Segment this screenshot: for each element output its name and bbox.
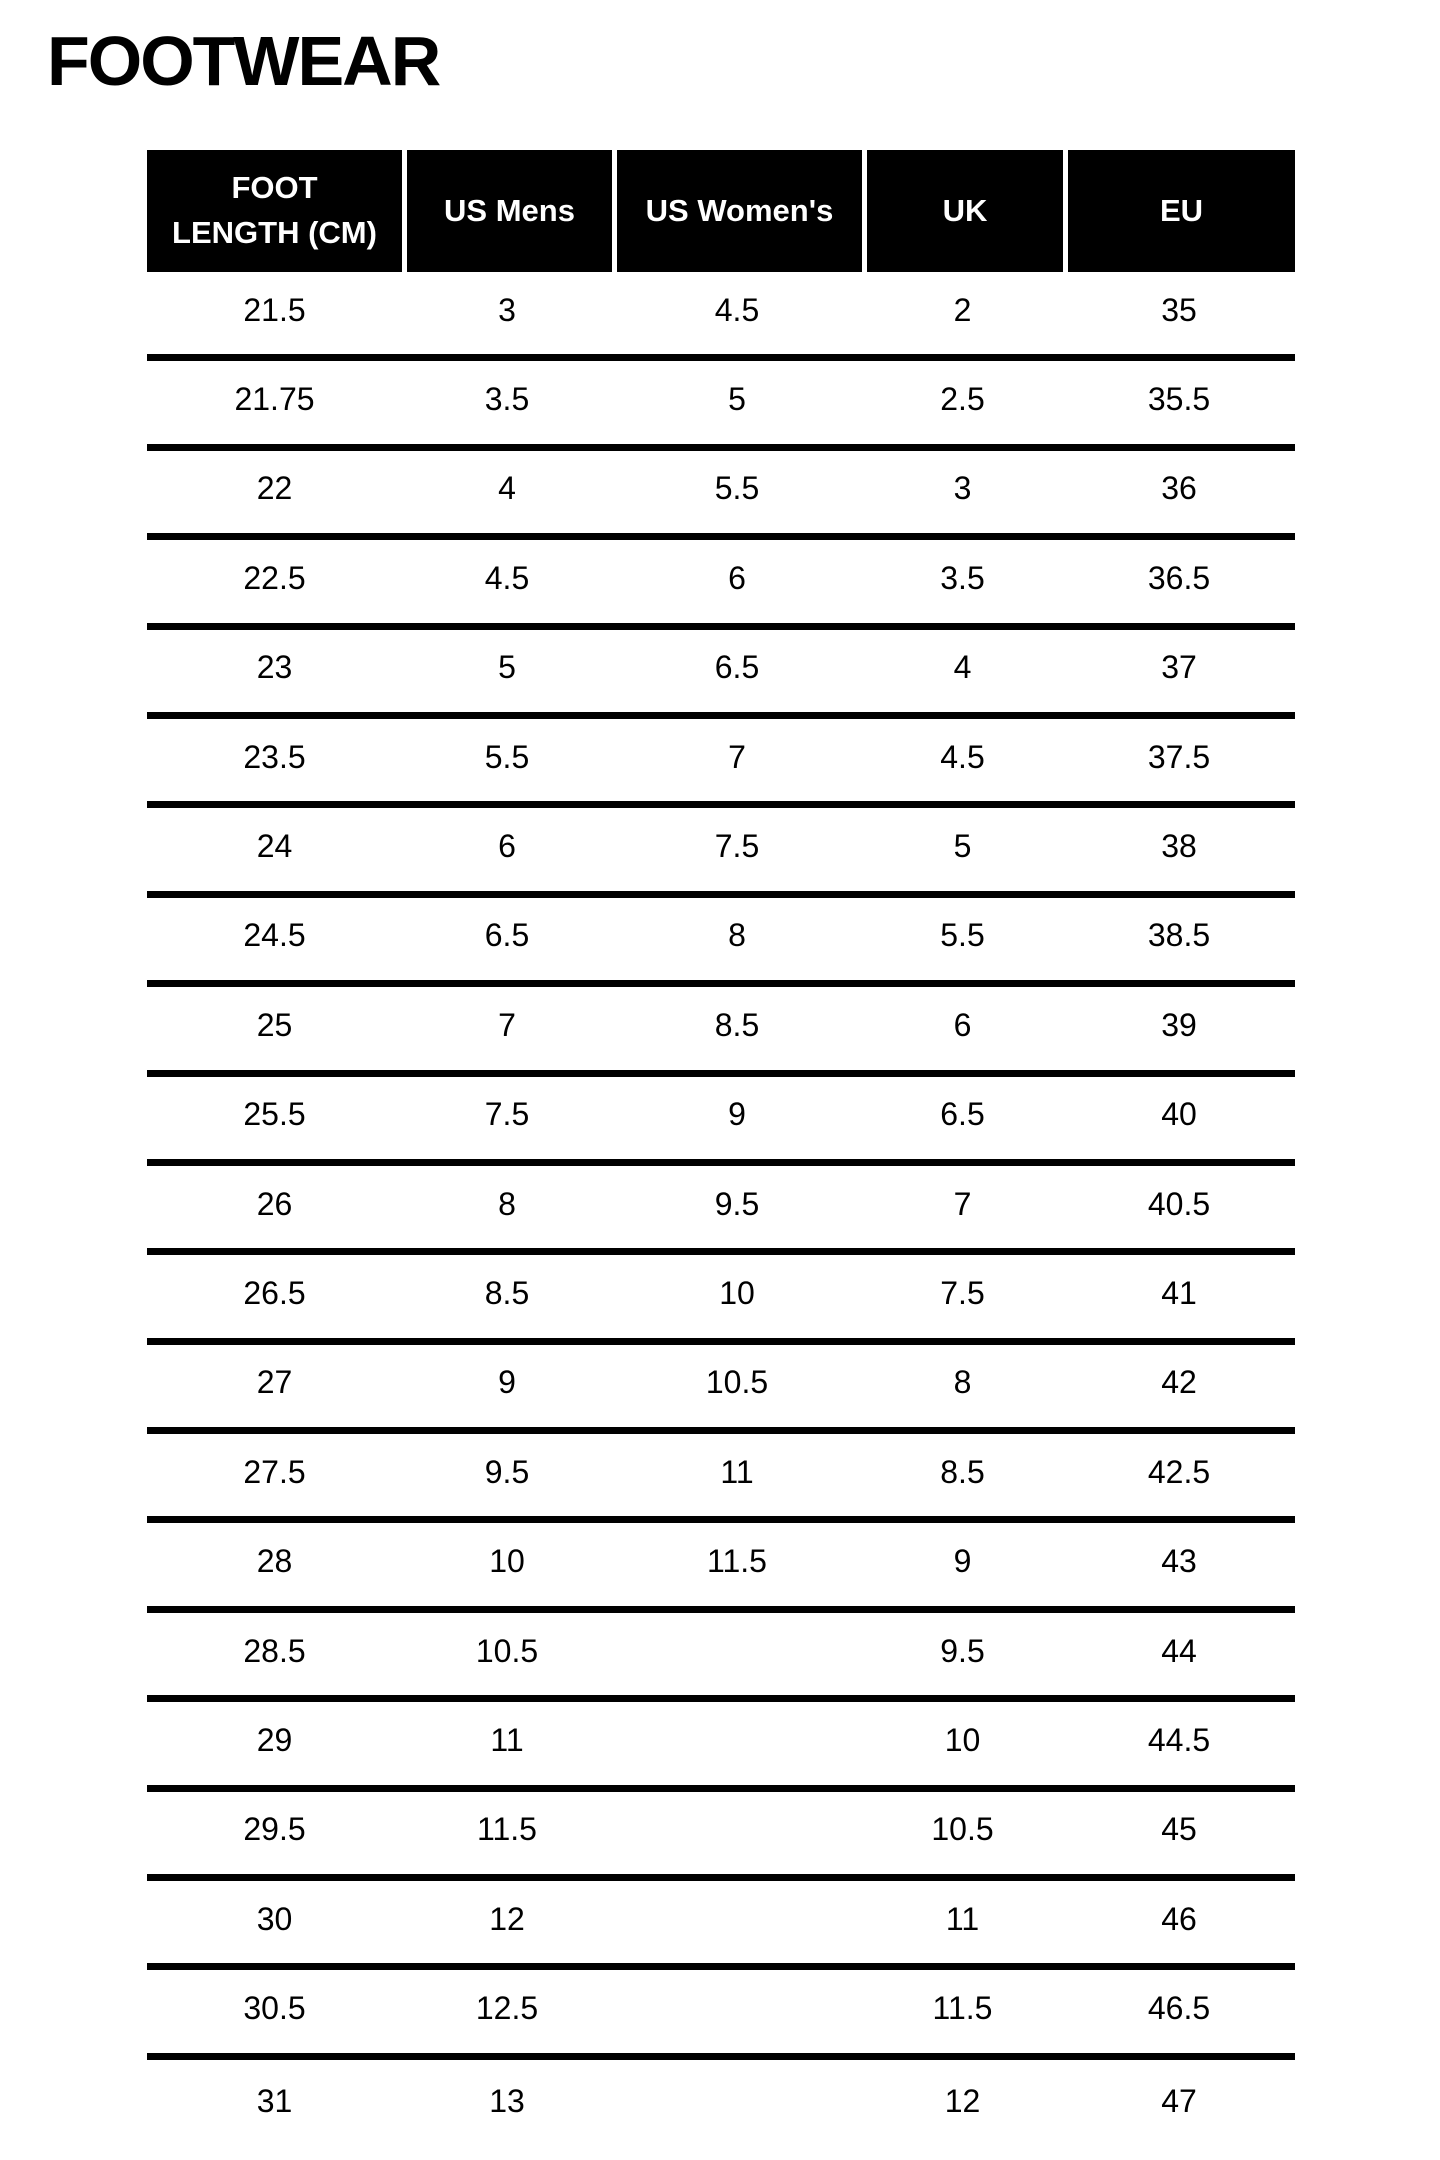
table-cell xyxy=(612,1970,862,2052)
table-cell: 26.5 xyxy=(243,1274,306,1311)
table-cell: 40 xyxy=(1161,1096,1197,1133)
table-cell: 6 xyxy=(728,559,746,596)
table-cell xyxy=(612,2060,862,2149)
table-cell: 23 xyxy=(256,649,293,686)
table-cell: 12 xyxy=(489,1900,525,1937)
table-row xyxy=(147,272,1295,361)
table-cell: 9 xyxy=(953,1543,972,1580)
table-cell: 21.75 xyxy=(234,381,315,418)
table-cell: 11.5 xyxy=(477,1811,537,1848)
table-row xyxy=(147,361,1295,450)
table-cell: 12 xyxy=(944,2083,981,2119)
table-cell: 40.5 xyxy=(1147,1185,1211,1222)
page-title: FOOTWEAR xyxy=(47,22,440,100)
table-cell: 5 xyxy=(498,649,516,686)
header-cell-uk: UK xyxy=(862,150,1063,272)
table-cell: 9 xyxy=(498,1364,516,1401)
table-cell: 7 xyxy=(728,738,746,775)
table-cell: 43 xyxy=(1161,1543,1197,1580)
table-row xyxy=(147,540,1295,629)
table-cell: 7 xyxy=(498,1006,516,1043)
table-row xyxy=(147,808,1295,897)
table-cell: 42 xyxy=(1161,1364,1197,1401)
table-cell: 45 xyxy=(1161,1811,1197,1848)
table-row xyxy=(147,1345,1295,1434)
table-row xyxy=(147,1255,1295,1344)
table-cell xyxy=(612,1702,862,1784)
table-row xyxy=(147,1166,1295,1255)
header-cell-foot-length-cm: FOOT LENGTH (CM) xyxy=(147,150,402,272)
table-cell: 5 xyxy=(953,828,972,865)
size-conversion-table xyxy=(147,150,1295,2149)
table-cell: 10.5 xyxy=(475,1632,539,1669)
table-cell: 8.5 xyxy=(484,1274,530,1311)
table-cell: 22 xyxy=(256,470,293,507)
table-cell: 36 xyxy=(1161,470,1197,507)
table-cell: 42.5 xyxy=(1147,1453,1211,1490)
table-row xyxy=(147,898,1295,987)
table-cell: 25.5 xyxy=(243,1096,306,1133)
table-cell: 8.5 xyxy=(714,1006,760,1043)
table-cell: 29.5 xyxy=(243,1811,306,1848)
table-cell: 10.5 xyxy=(931,1811,994,1848)
table-cell: 11 xyxy=(720,1453,754,1490)
table-cell: 10 xyxy=(489,1543,525,1580)
header-cell-eu: EU xyxy=(1063,150,1295,272)
table-cell: 4.5 xyxy=(940,738,985,775)
table-cell: 41 xyxy=(1161,1274,1197,1311)
table-cell: 30.5 xyxy=(243,1990,306,2027)
table-row xyxy=(147,719,1295,808)
table-row xyxy=(147,987,1295,1076)
table-cell: 5.5 xyxy=(484,738,530,775)
table-cell: 7.5 xyxy=(714,828,760,865)
table-cell: 6 xyxy=(953,1006,972,1043)
table-cell: 6 xyxy=(498,828,516,865)
table-cell: 26 xyxy=(256,1185,293,1222)
table-cell: 11 xyxy=(490,1721,524,1758)
table-cell: 11.5 xyxy=(707,1543,767,1580)
table-cell xyxy=(612,1613,862,1695)
table-row xyxy=(147,1970,1295,2059)
table-cell: 13 xyxy=(489,2083,525,2119)
table-cell: 8 xyxy=(953,1364,972,1401)
table-row xyxy=(147,451,1295,540)
table-cell: 8.5 xyxy=(940,1453,985,1490)
table-cell: 38.5 xyxy=(1147,917,1211,954)
table-cell: 8 xyxy=(498,1185,516,1222)
table-cell: 7.5 xyxy=(940,1274,985,1311)
table-cell: 8 xyxy=(728,917,746,954)
table-cell: 44.5 xyxy=(1147,1721,1211,1758)
table-cell: 30 xyxy=(256,1900,293,1937)
table-cell: 29 xyxy=(256,1721,293,1758)
table-cell: 35.5 xyxy=(1147,381,1211,418)
table-cell xyxy=(612,1881,862,1963)
table-cell: 21.5 xyxy=(243,291,306,328)
table-cell: 38 xyxy=(1161,828,1197,865)
table-cell: 2.5 xyxy=(940,381,985,418)
table-row xyxy=(147,1434,1295,1523)
table-cell: 5.5 xyxy=(714,470,760,507)
table-body xyxy=(147,272,1295,2149)
table-cell: 44 xyxy=(1161,1632,1197,1669)
table-cell: 10 xyxy=(719,1274,755,1311)
table-header-row xyxy=(147,150,1295,272)
table-cell: 7.5 xyxy=(484,1096,530,1133)
table-cell: 37.5 xyxy=(1147,738,1211,775)
table-row xyxy=(147,1792,1295,1881)
table-row xyxy=(147,1702,1295,1791)
table-cell: 3.5 xyxy=(940,559,985,596)
table-cell: 31 xyxy=(256,2083,293,2119)
table-cell: 5.5 xyxy=(940,917,985,954)
table-cell: 4 xyxy=(953,649,972,686)
table-cell: 28 xyxy=(256,1543,293,1580)
table-cell: 4.5 xyxy=(484,559,530,596)
table-cell: 27.5 xyxy=(243,1453,306,1490)
table-row xyxy=(147,2060,1295,2149)
table-cell: 25 xyxy=(256,1006,293,1043)
table-cell: 9.5 xyxy=(940,1632,985,1669)
table-cell: 39 xyxy=(1161,1006,1197,1043)
table-cell: 3 xyxy=(498,291,516,328)
table-cell: 3.5 xyxy=(484,381,530,418)
table-cell: 9 xyxy=(728,1096,746,1133)
table-cell: 46 xyxy=(1161,1900,1197,1937)
header-cell-us-mens: US Mens xyxy=(402,150,612,272)
table-cell: 24 xyxy=(256,828,293,865)
table-cell: 10.5 xyxy=(705,1364,769,1401)
table-row xyxy=(147,1613,1295,1702)
table-cell: 27 xyxy=(256,1364,293,1401)
table-cell: 10 xyxy=(944,1721,981,1758)
table-cell: 47 xyxy=(1161,2083,1197,2119)
table-row xyxy=(147,630,1295,719)
table-cell: 23.5 xyxy=(243,738,306,775)
table-cell: 4 xyxy=(498,470,516,507)
table-row xyxy=(147,1077,1295,1166)
table-cell: 37 xyxy=(1161,649,1197,686)
table-cell xyxy=(612,1792,862,1874)
table-cell: 12.5 xyxy=(475,1990,539,2027)
table-row xyxy=(147,1523,1295,1612)
table-cell: 35 xyxy=(1161,291,1197,328)
table-cell: 6.5 xyxy=(714,649,760,686)
table-cell: 6.5 xyxy=(940,1096,985,1133)
table-row xyxy=(147,1881,1295,1970)
table-cell: 9.5 xyxy=(484,1453,530,1490)
table-cell: 6.5 xyxy=(484,917,530,954)
table-cell: 36.5 xyxy=(1147,559,1211,596)
table-cell: 28.5 xyxy=(243,1632,306,1669)
table-cell: 9.5 xyxy=(714,1185,760,1222)
table-cell: 3 xyxy=(953,470,972,507)
table-cell: 7 xyxy=(953,1185,972,1222)
table-cell: 2 xyxy=(953,291,972,328)
table-cell: 11.5 xyxy=(932,1990,993,2027)
table-cell: 22.5 xyxy=(243,559,306,596)
header-cell-us-womens: US Women's xyxy=(612,150,862,272)
table-cell: 46.5 xyxy=(1147,1990,1211,2027)
table-cell: 24.5 xyxy=(243,917,306,954)
table-cell: 11 xyxy=(945,1900,980,1937)
table-cell: 4.5 xyxy=(714,291,760,328)
table-cell: 5 xyxy=(728,381,746,418)
